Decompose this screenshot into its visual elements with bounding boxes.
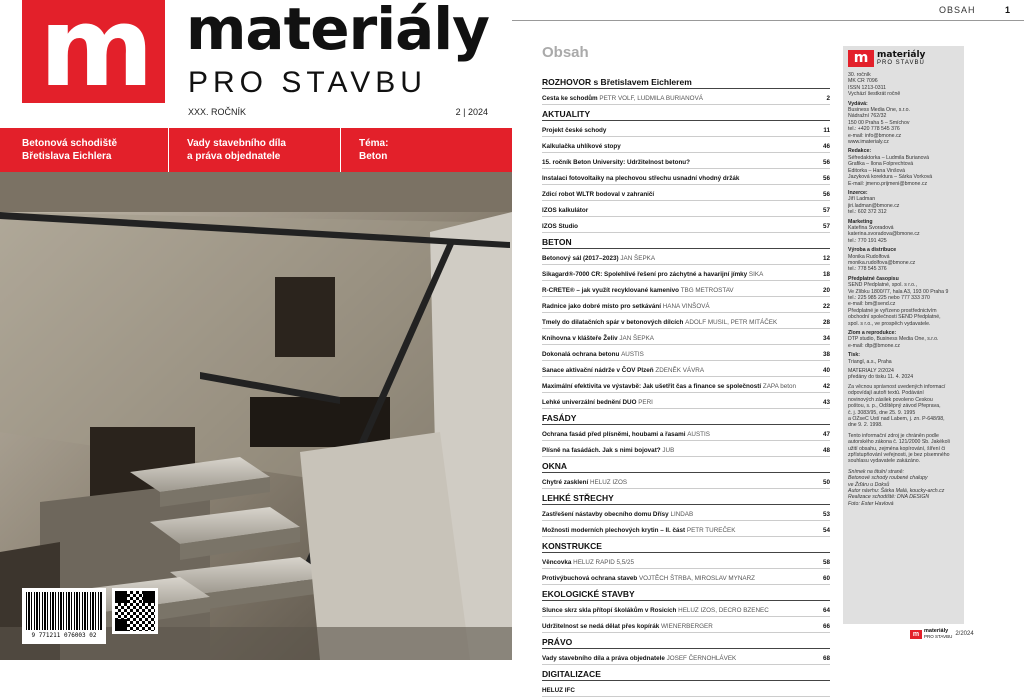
footer-logo: m xyxy=(910,630,922,639)
impressum-line: tel.: +420 778 545 376 xyxy=(848,126,900,133)
toc-section-heading: FASÁDY xyxy=(542,411,830,425)
toc-entry[interactable] xyxy=(542,505,830,521)
impressum-line: novinových zásilek povoleno Českou xyxy=(848,396,933,403)
toc-entry-title xyxy=(542,143,816,151)
impressum-heading: Zlom a reprodukce: xyxy=(848,330,897,337)
toc-entry-title-text: Lehké univerzální bednění DUO xyxy=(542,399,637,406)
cover-title: materiály xyxy=(186,0,489,63)
toc-entry-page: 34 xyxy=(822,335,830,342)
barcode-number: 9 771211 076003 02 xyxy=(31,632,97,639)
impressum-blocks xyxy=(848,72,959,429)
toc-entry-title-text: Cesta ke schodům xyxy=(542,95,598,102)
cover-issue: 2 | 2024 xyxy=(455,107,488,117)
header-rule xyxy=(512,20,1024,21)
toc-entry[interactable] xyxy=(542,297,830,313)
impressum-block xyxy=(848,352,959,365)
impressum-heading: Inzerce: xyxy=(848,189,868,196)
cover-topic xyxy=(0,128,168,172)
contents-page xyxy=(512,0,1024,694)
impressum-heading: Předplatné časopisu xyxy=(848,275,899,282)
impressum-line: obchodní společnosti SEND Předplatné, xyxy=(848,314,941,321)
impressum-line: 30. ročník xyxy=(848,72,871,78)
toc-entry-title xyxy=(542,399,816,407)
toc-section-heading: BETON xyxy=(542,235,830,249)
toc-entry-title xyxy=(542,271,816,279)
toc-entry[interactable] xyxy=(542,169,830,185)
impressum-line: DTP studio, Business Media One, s.r.o. xyxy=(848,336,939,343)
toc-entry-page: 57 xyxy=(822,223,830,230)
toc-section-heading: LEHKÉ STŘECHY xyxy=(542,491,830,505)
impressum-line: Grafika – Ilona Folprechtová xyxy=(848,161,914,168)
toc-entry-title xyxy=(542,207,816,215)
toc-entry-page: 56 xyxy=(822,159,830,166)
toc-entry-page: 68 xyxy=(822,655,830,662)
toc-entry-title xyxy=(542,255,816,263)
impressum-line: poštou, s. p., Odštěpný závod Přeprava, xyxy=(848,403,941,410)
toc-entry-title-text: IZOS kalkulátor xyxy=(542,207,589,214)
toc-entry-page: 54 xyxy=(822,527,830,534)
toc-entry-page: 53 xyxy=(822,511,830,518)
page-footer xyxy=(910,629,974,639)
footer-subtitle: PRO STAVBU xyxy=(924,634,953,639)
impressum-line: MK ČR 7096 xyxy=(848,78,878,85)
impressum-line: e-mail: bm@send.cz xyxy=(848,301,896,308)
impressum-heading: Redakce: xyxy=(848,148,872,155)
impressum-line: tel.: 770 191 425 xyxy=(848,237,887,244)
magazine-cover xyxy=(0,0,512,660)
barcode-bars xyxy=(26,592,102,630)
toc-entry-authors: JAN ŠEPKA xyxy=(619,335,654,342)
toc-entry-title xyxy=(542,559,816,567)
impressum-line: Triangl, a.s., Praha xyxy=(848,358,892,365)
toc-entry[interactable] xyxy=(542,473,830,489)
cover-topic-line: Beton xyxy=(359,151,388,162)
toc-entry[interactable] xyxy=(542,185,830,201)
toc-entry-title-text: Sanace aktivační nádrže v ČOV Plzeň xyxy=(542,367,654,374)
impressum-line: Editorka – Hana Vinšová xyxy=(848,167,906,174)
toc-entry-title-text: R-CRETE® – jak využít recyklované kamenivo xyxy=(542,287,679,294)
impressum-line: Předplatné je vyřízeno prostřednictvím xyxy=(848,307,937,314)
toc-entry-title xyxy=(542,607,816,615)
cover-topic xyxy=(168,128,340,172)
impressum-heading: Výroba a distribuce xyxy=(848,247,897,254)
credit-line: Realizace schodiště: DNA DESIGN xyxy=(848,494,930,501)
impressum-block xyxy=(848,72,959,98)
toc-entry-title-text: Chytré zasklení xyxy=(542,479,589,486)
toc-entry-authors: PETR VOLF, LUDMILA BURIANOVÁ xyxy=(599,95,703,102)
logo-title: materiály xyxy=(877,49,926,60)
impressum-line: tel.: 225 985 225 nebo 777 333 370 xyxy=(848,295,930,301)
toc-entry-page: 40 xyxy=(822,367,830,374)
toc-entry-authors: ZDENĚK VÁVRA xyxy=(655,367,705,374)
toc-entry[interactable] xyxy=(542,249,830,265)
toc-entry-title-text: Vady stavebního díla a práva objednatele xyxy=(542,655,665,662)
toc-entry-page: 12 xyxy=(822,255,830,262)
impressum-line: Business Media One, s.r.o. xyxy=(848,107,910,114)
cover-topic-line: a práva objednatele xyxy=(187,151,281,162)
cover-topics-bar xyxy=(0,128,512,172)
impressum-block xyxy=(848,384,959,429)
impressum-line: a OZseČ Ústí nad Labem, j. zn. P-648/98, xyxy=(848,415,945,422)
toc-entry-title-text: Slunce skrz skla přítopí školákům v Rosicích xyxy=(542,607,677,614)
impressum-block xyxy=(848,101,959,146)
toc-entry-title xyxy=(542,479,816,487)
credit-line: Betonové schody roubené chalupy xyxy=(848,475,928,482)
toc-entry-authors: LINDAB xyxy=(670,511,694,518)
impressum-heading: Marketing xyxy=(848,218,873,225)
impressum-block xyxy=(848,247,959,273)
impressum-heading: Tisk: xyxy=(848,352,861,359)
toc-entry-page: 60 xyxy=(822,575,830,582)
toc-entry-title xyxy=(542,687,816,695)
impressum-block xyxy=(848,190,959,216)
impressum-line: monika.rudolfova@bmone.cz xyxy=(848,259,916,266)
toc-entry-title xyxy=(542,175,816,183)
toc-entry[interactable] xyxy=(542,361,830,377)
toc-entry[interactable] xyxy=(542,521,830,537)
impressum-block xyxy=(848,148,959,186)
running-header: OBSAH xyxy=(939,5,976,15)
toc-entry[interactable] xyxy=(542,281,830,297)
impressum-line: Nádražní 762/32 xyxy=(848,113,887,120)
toc-entry-title xyxy=(542,191,816,199)
impressum-block xyxy=(848,330,959,349)
impressum-line: Ve Žlíbku 1800/77, hala A3, 193 00 Praha 9 xyxy=(848,288,949,295)
toc-entry-page: 56 xyxy=(822,175,830,182)
toc-entry-page: 47 xyxy=(822,431,830,438)
impressum-block xyxy=(848,219,959,245)
impressum-line: www.imaterialy.cz xyxy=(848,139,889,146)
impressum-logo xyxy=(848,50,959,67)
toc-entry-title xyxy=(542,351,816,359)
toc-entry-title-text: HELUZ IFC xyxy=(542,687,575,694)
cover-topic-line: Betonová schodiště xyxy=(22,138,118,149)
toc-entry-title-text: Zdicí robot WLTR bodoval v zahraničí xyxy=(542,191,655,198)
toc-entry-title xyxy=(542,367,816,375)
toc-entry[interactable] xyxy=(542,313,830,329)
toc-entry-page: 50 xyxy=(822,479,830,486)
footer-issue: 2/2024 xyxy=(955,631,974,637)
toc-entry[interactable] xyxy=(542,265,830,281)
impressum-heading: Vydává: xyxy=(848,100,868,107)
toc-entry-page: 42 xyxy=(822,383,830,390)
contents-title: Obsah xyxy=(542,44,589,61)
toc-entry-title-text: Tmely do dilatačních spár v betonových dílcích xyxy=(542,319,684,326)
toc-entry-title-text: Sikagard®-7000 CR: Spolehlivé řešení pro záchytné a havarijní jímky xyxy=(542,271,748,278)
cover-topic-line: Vady stavebního díla xyxy=(187,138,286,149)
impressum-line: ISSN 1213-0311 xyxy=(848,84,886,91)
toc-entry-title xyxy=(542,335,816,343)
toc-entry-title-text: Kalkulačka uhlíkové stopy xyxy=(542,143,621,150)
toc-entry-authors: TBG METROSTAV xyxy=(680,287,734,294)
toc-entry-page: 38 xyxy=(822,351,830,358)
impressum-line: Vychází šestkrát ročně xyxy=(848,91,901,98)
toc-entry-title xyxy=(542,223,816,231)
footer-title: materiály xyxy=(924,628,949,634)
toc-entry-page: 20 xyxy=(822,287,830,294)
toc-entry[interactable] xyxy=(542,121,830,137)
toc-entry-page: 43 xyxy=(822,399,830,406)
toc-entry-title-text: Protivýbuchová ochrana staveb xyxy=(542,575,638,582)
toc-entry[interactable] xyxy=(542,345,830,361)
toc-entry-authors: HANA VINŠOVÁ xyxy=(662,303,710,310)
toc-entry-page: 11 xyxy=(823,127,830,134)
page-number: 1 xyxy=(1005,5,1011,15)
cover-subtitle: PRO STAVBU xyxy=(188,66,427,99)
toc-entry-title-text: Plísně na fasádách. Jak s nimi bojovat? xyxy=(542,447,661,454)
toc-entry[interactable] xyxy=(542,137,830,153)
toc-entry-authors: JAN ŠEPKA xyxy=(620,255,656,262)
toc-entry-authors: PERI xyxy=(638,399,653,406)
impressum xyxy=(843,46,964,624)
impressum-line: e-mail: info@bmone.cz xyxy=(848,132,902,139)
logo-letter: m xyxy=(39,0,148,111)
toc-entry-authors: HELUZ IZOS xyxy=(589,479,628,486)
impressum-block xyxy=(848,276,959,327)
cover-logo xyxy=(22,0,165,111)
toc-entry-title-text: Dokonalá ochrana betonu xyxy=(542,351,620,358)
cover-volume: XXX. ROČNÍK xyxy=(188,107,247,117)
barcode xyxy=(22,588,106,644)
toc-entry-authors: HELUZ RAPID 5,5/25 xyxy=(573,559,635,566)
toc-entry-title xyxy=(542,127,816,135)
toc-entry-authors: ZAPA beton xyxy=(762,383,796,390)
toc-entry-title xyxy=(542,575,816,583)
impressum-line: č. j. 3083/95, dne 25. 9. 1995 xyxy=(848,409,916,416)
toc-entry[interactable] xyxy=(542,441,830,457)
toc-section-heading: ROZHOVOR s Břetislavem Eichlerem xyxy=(542,75,830,89)
toc-entry-page: 22 xyxy=(822,303,830,310)
toc-entry[interactable] xyxy=(542,153,830,169)
toc-entry-page: 66 xyxy=(822,623,830,630)
impressum-line: 150 00 Praha 5 – Smíchov xyxy=(848,119,910,126)
impressum-line: jiri.ladman@bmone.cz xyxy=(848,202,900,209)
toc-entry-title-text: 15. ročník Beton University: Udržitelnost betonu? xyxy=(542,159,690,166)
toc-entry[interactable] xyxy=(542,601,830,617)
toc-entry-authors: AUSTIS xyxy=(687,431,710,438)
toc-section-heading: KONSTRUKCE xyxy=(542,539,830,553)
impressum-line: spol. s r.o., ve prospěch vydavatele. xyxy=(848,320,931,327)
toc-entry-title xyxy=(542,527,816,535)
impressum-line: tel.: 778 545 376 xyxy=(848,266,887,273)
toc-entry-page: 2 xyxy=(826,95,830,102)
toc-entry-title-text: Knihovna v klášteře Želiv xyxy=(542,335,618,342)
toc-entry-authors: AUSTIS xyxy=(621,351,644,358)
toc-entry-page: 58 xyxy=(822,559,830,566)
toc-entry-title xyxy=(542,655,816,663)
toc-entry-authors: PETR TUREČEK xyxy=(686,527,736,534)
toc-entry-title xyxy=(542,159,816,167)
logo-letter: m xyxy=(848,50,874,67)
toc-entry-page: 46 xyxy=(822,143,830,150)
cover-photo-staircase xyxy=(0,172,512,660)
toc-section-heading: OKNA xyxy=(542,459,830,473)
impressum-line: Jazyková korektura – Šárka Vorková xyxy=(848,174,933,181)
toc-entry[interactable] xyxy=(542,201,830,217)
toc-entry-authors: VOJTĚCH ŠTRBA, MIROSLAV MYNARZ xyxy=(638,575,755,582)
toc-entry[interactable] xyxy=(542,569,830,585)
cover-topic-line: Břetislava Eichlera xyxy=(22,151,112,162)
table-of-contents xyxy=(542,73,830,697)
toc-entry-authors: WIENERBERGER xyxy=(660,623,713,630)
toc-entry[interactable] xyxy=(542,649,830,665)
toc-entry[interactable] xyxy=(542,89,830,105)
toc-entry-title-text: Maximální efektivita ve výstavbě: Jak ušetřit čas a finance se společností xyxy=(542,383,762,390)
credit-line: Foto: Ester Havlová xyxy=(848,500,894,507)
cover-photo-credit xyxy=(848,469,959,507)
toc-section-heading: EKOLOGICKÉ STAVBY xyxy=(542,587,830,601)
toc-section-heading: DIGITALIZACE xyxy=(542,667,830,681)
impressum-line: katerina.svoradova@bmone.cz xyxy=(848,231,920,238)
toc-entry-title-text: Projekt české schody xyxy=(542,127,607,134)
toc-entry-title-text: Udržitelnost se nedá dělat přes kopírák xyxy=(542,623,660,630)
toc-entry[interactable] xyxy=(542,681,830,697)
legal-notice: Tento informační zdroj je chráněn podle autorského zákona č. 121/2000 Sb. Jakékoli užití obsahu, zejména kopírování, šíření či zpřístupňování veřejnosti, je bez písemného souhlasu vydavatele zakázáno. xyxy=(848,432,950,465)
toc-entry-authors: ADOLF MUSIL, PETR MITÁČEK xyxy=(685,319,778,326)
toc-entry-title-text: Věncovka xyxy=(542,559,572,566)
toc-entry-title xyxy=(542,287,816,295)
toc-entry-title-text: IZOS Studio xyxy=(542,223,579,230)
toc-entry-title-text: Betonový sál (2017–2023) xyxy=(542,255,619,262)
credit-line: Autor návrhu: Šárka Malá, koucky-arch.cz xyxy=(848,487,945,494)
toc-entry-title xyxy=(542,303,816,311)
impressum-line: odpovídají autoři textů. Podávání xyxy=(848,390,924,397)
toc-entry-page: 18 xyxy=(822,271,830,278)
toc-entry-page: 57 xyxy=(822,207,830,214)
toc-entry-title xyxy=(542,447,816,455)
toc-section-heading: AKTUALITY xyxy=(542,107,830,121)
impressum-line: dne 9. 2. 1998. xyxy=(848,422,883,429)
toc-entry[interactable] xyxy=(542,217,830,233)
toc-entry-title-text: Ochrana fasád před plísněmi, houbami a řasami xyxy=(542,431,686,438)
logo-subtitle: PRO STAVBU xyxy=(877,59,925,66)
toc-section-heading: PRÁVO xyxy=(542,635,830,649)
impressum-line: Za věcnou správnost uvedených informací xyxy=(848,383,946,390)
impressum-line: MATERIÁLY 2/2024 xyxy=(848,368,894,375)
toc-entry-authors: HELUZ IZOS, DECRO BZENEC xyxy=(678,607,769,614)
toc-entry-authors: JUB xyxy=(662,447,675,454)
toc-entry-authors: JOSEF ČERNOHLÁVEK xyxy=(666,655,737,662)
impressum-line: tel.: 602 372 312 xyxy=(848,209,887,216)
toc-entry-page: 28 xyxy=(822,319,830,326)
impressum-line: Kateřina Svoradová xyxy=(848,224,894,231)
toc-entry-authors: SIKA xyxy=(748,271,764,278)
toc-entry-title xyxy=(542,431,816,439)
toc-entry[interactable] xyxy=(542,553,830,569)
qr-code xyxy=(112,588,158,634)
impressum-line: e-mail: dtp@bmone.cz xyxy=(848,342,900,349)
impressum-block xyxy=(848,368,959,381)
toc-entry-title-text: Zastřešení nástavby obecního domu Dřísy xyxy=(542,511,669,518)
toc-entry-page: 56 xyxy=(822,191,830,198)
toc-entry-title xyxy=(542,511,816,519)
impressum-line: E-mail: jmeno.prijmeni@bmone.cz xyxy=(848,180,928,187)
credit-line: Snímek na titulní straně: xyxy=(848,468,904,475)
impressum-line: Monika Rudolfová xyxy=(848,253,890,260)
toc-entry[interactable] xyxy=(542,329,830,345)
credit-line: ve Žďáru u Doksů xyxy=(848,481,890,488)
toc-entry-title xyxy=(542,319,816,327)
toc-entry-title-text: Instalaci fotovoltaiky na plechovou střechu usnadní vhodný držák xyxy=(542,175,740,182)
toc-entry-page: 48 xyxy=(822,447,830,454)
toc-entry-title xyxy=(542,383,816,391)
toc-entry-title-text: Možnosti moderních plechových krytin – II. část xyxy=(542,527,686,534)
staircase-illustration xyxy=(0,172,512,660)
impressum-line: předány do tisku 11. 4. 2024 xyxy=(848,374,914,381)
impressum-line: SEND Předplatné, spol. s r.o., xyxy=(848,282,917,289)
impressum-line: Šéfredaktorka – Ludmila Burianová xyxy=(848,154,930,161)
cover-topic-line: Téma: xyxy=(359,138,389,149)
toc-entry[interactable] xyxy=(542,377,830,393)
toc-entry-title xyxy=(542,623,816,631)
toc-entry[interactable] xyxy=(542,393,830,409)
toc-entry-title-text: Radnice jako dobré místo pro setkávání xyxy=(542,303,661,310)
toc-entry[interactable] xyxy=(542,617,830,633)
impressum-line: Jiří Ladman xyxy=(848,196,876,203)
toc-entry-title xyxy=(542,95,816,103)
cover-topic xyxy=(340,128,512,172)
toc-entry-page: 64 xyxy=(822,607,830,614)
toc-entry[interactable] xyxy=(542,425,830,441)
